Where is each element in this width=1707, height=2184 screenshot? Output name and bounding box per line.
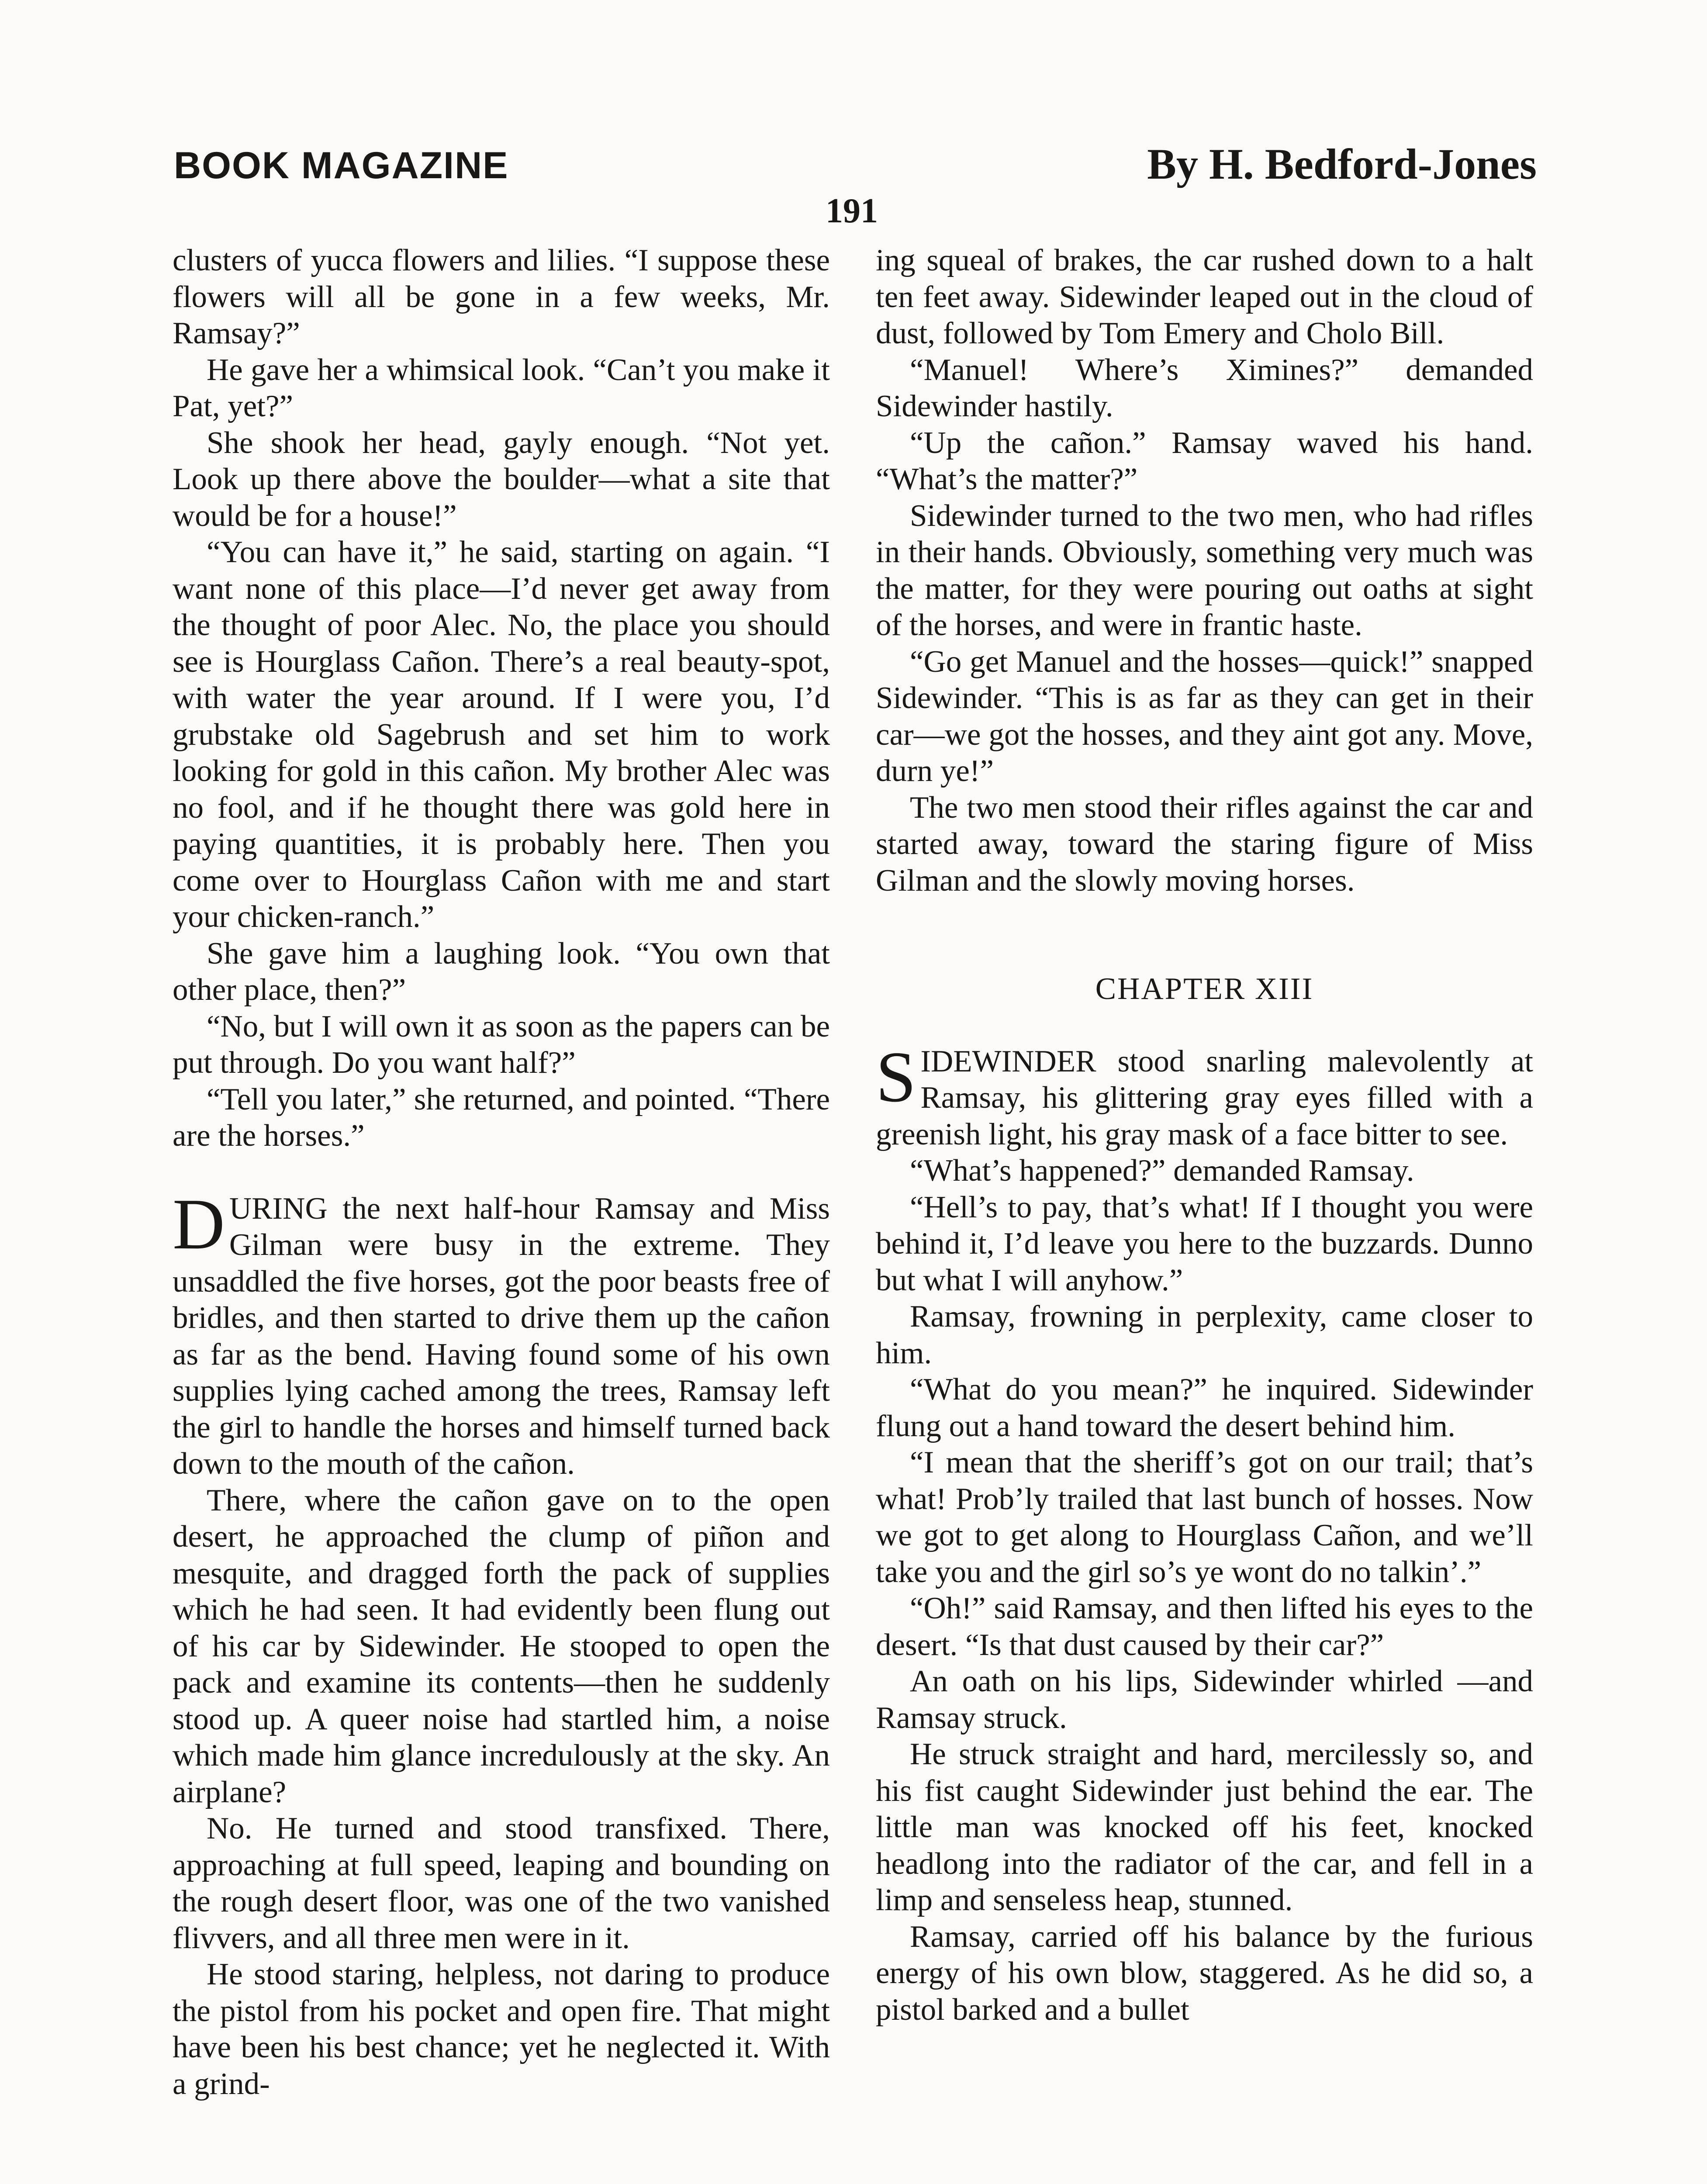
paragraph: “What do you mean?” he inquired. Sidewinder flung out a hand toward the desert behind him. <box>876 1372 1533 1443</box>
chapter-opening-paragraph <box>876 1036 1533 1153</box>
paragraph: He gave her a whimsical look. “Can’t you make it Pat, yet?” <box>173 352 830 423</box>
left-column <box>173 242 830 2102</box>
paragraph: She gave him a laughing look. “You own that other place, then?” <box>173 936 830 1007</box>
paragraph-text: IDEWINDER stood snarling malevolently at Ramsay, his glittering gray eyes filled with a greenish light, his gray mask of a face bitter to see. <box>876 1044 1533 1151</box>
author-byline: By H. Bedford-Jones <box>1147 140 1537 188</box>
paragraph: “Hell’s to pay, that’s what! If I thought you were behind it, I’d leave you here to the buzzards. Dunno but what I will anyhow.” <box>876 1190 1533 1297</box>
right-column <box>876 242 1533 2028</box>
paragraph: “Go get Manuel and the hosses—quick!” snapped Sidewinder. “This is as far as they can get in their car—we got the hosses, and they aint got any. Move, durn ye!” <box>876 644 1533 788</box>
paragraph-text: URING the next half-hour Ramsay and Miss Gilman were busy in the extreme. They unsaddled the five horses, got the poor beasts free of bridles, and then started to drive them up the cañon as far as the bend. Having found some of his own supplies lying cached among the trees, Ramsay left the girl to handle the horses and himself turned back down to the mouth of the cañon. <box>173 1191 830 1481</box>
section-start-paragraph <box>173 1183 830 1482</box>
paragraph: clusters of yucca flowers and lilies. “I suppose these flowers will all be gone in a few weeks, Mr. Ramsay?” <box>173 243 830 350</box>
paragraph: There, where the cañon gave on to the open desert, he approached the clump of piñon and mesquite, and dragged forth the pack of supplies which he had seen. It had evidently been flung out of his car by Sidewinder. He stooped to open the pack and examine its contents—then he suddenly stood up. A queer noise had startled him, a noise which made him glance incredulously at the sky. An airplane? <box>173 1483 830 1809</box>
paragraph: “You can have it,” he said, starting on again. “I want none of this place—I’d never get away from the thought of poor Alec. No, the place you should see is Hourglass Cañon. There’s a real beauty-spot, with water the year around. If I were you, I’d grubstake old Sagebrush and set him to work looking for gold in this cañon. My brother Alec was no fool, and if he thought there was gold here in paying quantities, it is probably here. Then you come over to Hourglass Cañon with me and start your chicken-ranch.” <box>173 535 830 934</box>
paragraph: Ramsay, frowning in perplexity, came closer to him. <box>876 1299 1533 1370</box>
paragraph: “Oh!” said Ramsay, and then lifted his eyes to the desert. “Is that dust caused by their car?” <box>876 1591 1533 1662</box>
drop-cap: S <box>876 1036 916 1117</box>
paragraph: The two men stood their rifles against the car and started away, toward the staring figure of Miss Gilman and the slowly moving horses. <box>876 790 1533 898</box>
paragraph: She shook her head, gayly enough. “Not yet. Look up there above the boulder—what a site that would be for a house!” <box>173 425 830 533</box>
page-number: 191 <box>826 192 878 230</box>
paragraph: An oath on his lips, Sidewinder whirled —and Ramsay struck. <box>876 1664 1533 1735</box>
paragraph: “Up the cañon.” Ramsay waved his hand. “What’s the matter?” <box>876 425 1533 496</box>
paragraph: No. He turned and stood transfixed. There, approaching at full speed, leaping and bounding on the rough desert floor, was one of the two vanished flivvers, and all three men were in it. <box>173 1811 830 1955</box>
drop-cap: D <box>173 1183 225 1264</box>
paragraph: “No, but I will own it as soon as the papers can be put through. Do you want half?” <box>173 1009 830 1080</box>
paragraph: He struck straight and hard, mercilessly so, and his fist caught Sidewinder just behind the ear. The little man was knocked off his feet, knocked headlong into the radiator of the car, and fell in a limp and senseless heap, stunned. <box>876 1737 1533 1917</box>
paragraph: “Manuel! Where’s Ximines?” demanded Sidewinder hastily. <box>876 352 1533 423</box>
paragraph: “Tell you later,” she returned, and pointed. “There are the horses.” <box>173 1082 830 1153</box>
chapter-heading: CHAPTER XIII <box>1095 972 1314 1006</box>
paragraph: Ramsay, carried off his balance by the furious energy of his own blow, staggered. As he did so, a pistol barked and a bullet <box>876 1919 1533 2027</box>
paragraph: “I mean that the sheriff’s got on our trail; that’s what! Prob’ly trailed that last bunch of hosses. Now we got to get along to Hourglass Cañon, and we’ll take you and the girl so’s ye wont do no talkin’.” <box>876 1445 1533 1589</box>
paragraph: ing squeal of brakes, the car rushed down to a halt ten feet away. Sidewinder leaped out in the cloud of dust, followed by Tom Emery and Cholo Bill. <box>876 243 1533 350</box>
paragraph: He stood staring, helpless, not daring to produce the pistol from his pocket and open fire. That might have been his best chance; yet he neglected it. With a grind- <box>173 1957 830 2101</box>
magazine-title: BOOK MAGAZINE <box>174 145 509 187</box>
paragraph: “What’s happened?” demanded Ramsay. <box>910 1154 1414 1188</box>
paragraph: Sidewinder turned to the two men, who had rifles in their hands. Obviously, something very much was the matter, for they were pouring out oaths at sight of the horses, and were in frantic haste. <box>876 498 1533 642</box>
